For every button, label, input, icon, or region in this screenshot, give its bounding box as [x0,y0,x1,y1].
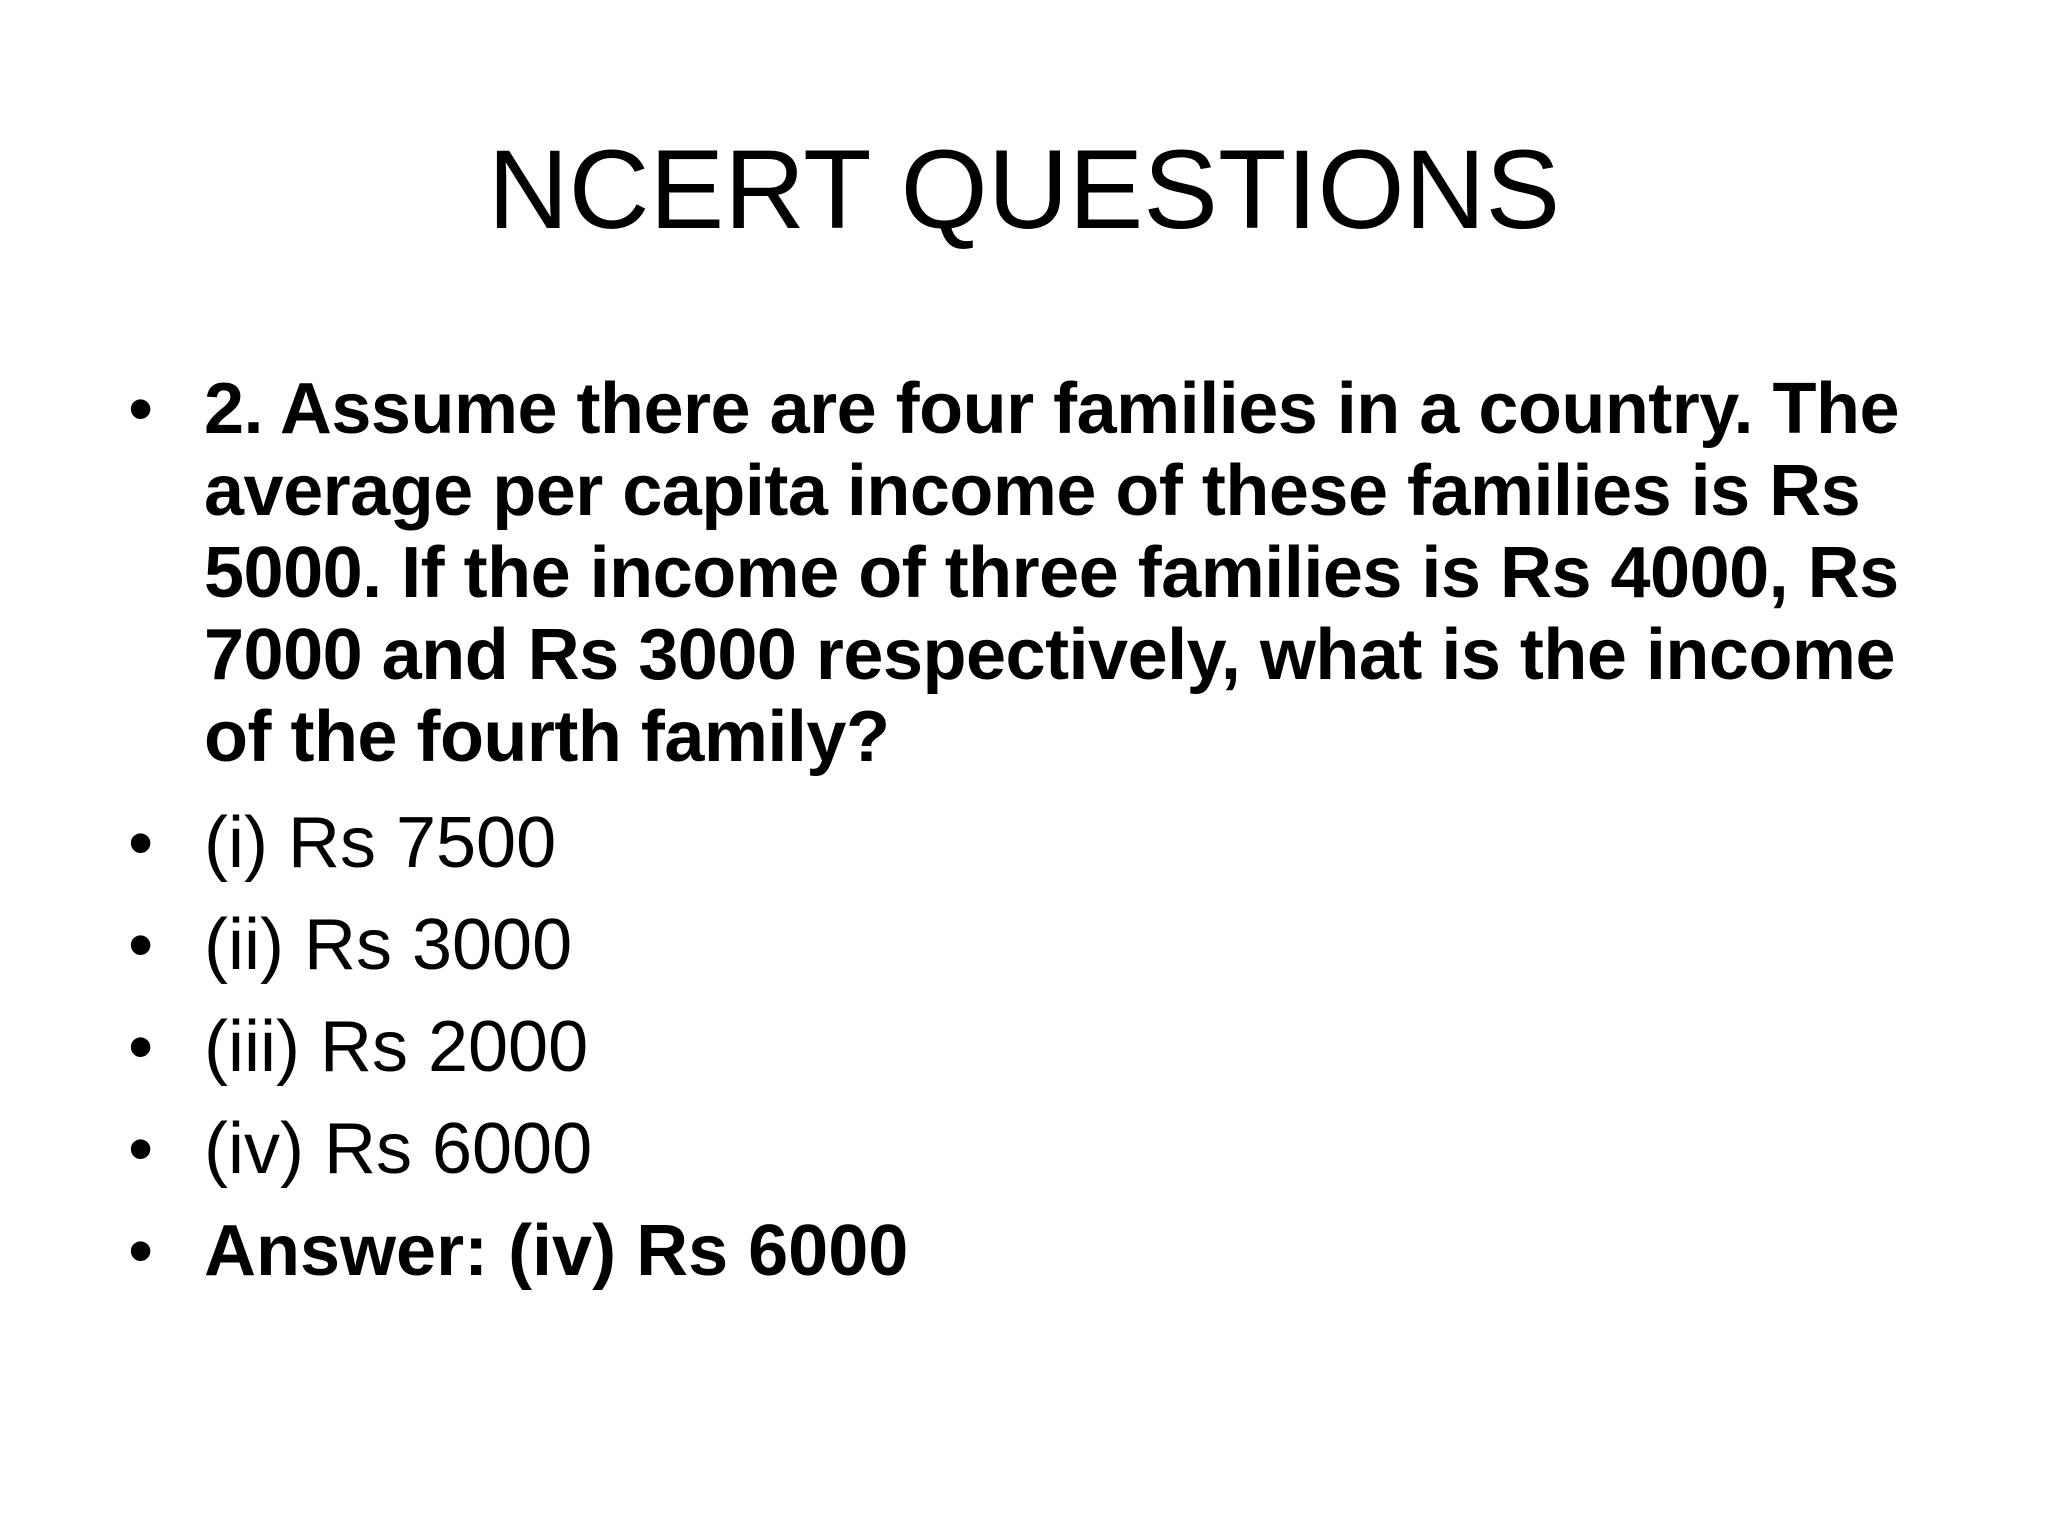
bullet-dot-icon: • [128,905,154,985]
bullet-dot-icon: • [128,369,154,449]
option-bullet-2 [128,904,1948,986]
bullet-dot-icon: • [128,1007,154,1087]
bullet-dot-icon: • [128,1109,154,1189]
question-text: 2. Assume there are four families in a country. The average per capita income of these families is Rs 5000. If the income of three families is Rs 4000, Rs 7000 and Rs 3000 respectively, what is the income of the fourth family? [204,369,1900,777]
option-text: (ii) Rs 3000 [204,905,573,985]
slide-title: NCERT QUESTIONS [487,127,1561,252]
bullet-dot-icon: • [128,803,154,883]
answer-text: Answer: (iv) Rs 6000 [204,1211,909,1291]
option-bullet-3 [128,1006,1948,1088]
option-text: (i) Rs 7500 [204,803,557,883]
option-text: (iii) Rs 2000 [204,1007,589,1087]
question-bullet [128,368,1948,778]
option-bullet-1 [128,802,1948,884]
bullet-dot-icon: • [128,1211,154,1291]
option-bullet-4 [128,1108,1948,1190]
bullet-list [128,368,1948,1312]
answer-bullet [128,1210,1948,1292]
option-text: (iv) Rs 6000 [204,1109,593,1189]
